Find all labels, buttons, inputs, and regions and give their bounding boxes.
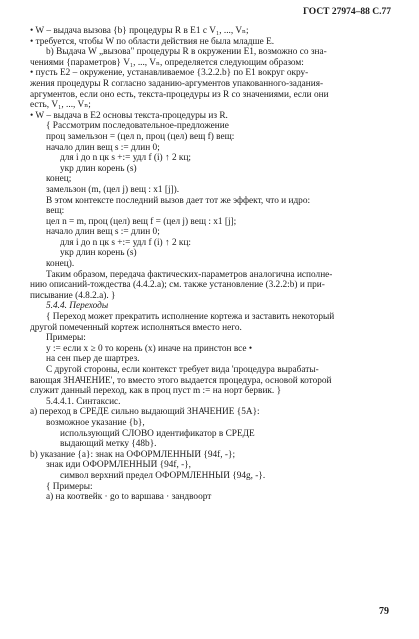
- text-line: В этом контексте последний вызов дает тот же эффект, что и идро:: [46, 195, 311, 206]
- text-line: вающая ЗНАЧЕНИЕ', то вместо этого выдается процедура, основой которой: [30, 375, 332, 386]
- text-line: на сен пьер де шартрез.: [46, 354, 140, 365]
- text-line: для i до n цк s +:= удл f (i) ↑ 2 кц;: [60, 153, 192, 164]
- text-line: { Рассмотрим последовательное-предложение: [46, 121, 229, 132]
- text-line: начало длин вещ s := длин 0;: [46, 227, 160, 238]
- text-line: конец).: [46, 259, 75, 270]
- text-line: укр длин корень (s): [60, 163, 137, 174]
- text-line: вещ:: [46, 206, 65, 217]
- text-line: есть, V₁, ..., Vₙ;: [30, 100, 91, 111]
- text-line: • требуется, чтобы W по области действия не была младше E.: [30, 36, 275, 47]
- text-line: проц замельзон = (цел n, проц (цел) вещ f) вещ:: [46, 131, 235, 142]
- text-line: использующий СЛОВО идентификатор в СРЕДЕ: [60, 428, 255, 439]
- page-header: ГОСТ 27974–88 С.77: [303, 7, 391, 17]
- text-line: • W – выдача вызова {b} процедуры R в E1 с V₁, ..., Vₙ;: [30, 26, 249, 36]
- text-line: b) указание {a}: знак на ОФОРМЛЕННЫЙ {94f, -};: [30, 449, 236, 460]
- text-line: возможное указание {b},: [46, 417, 145, 428]
- text-line: цел n = m, проц (цел) вещ f = (цел j) вещ : x1 [j];: [46, 216, 237, 227]
- text-line: • пусть E2 – окружение, устанавливаемое {3.2.2.b} по E1 вокруг окру-: [30, 68, 309, 79]
- text-line: аргументов, если оно есть, текста-процедуры из R со значениями, если они: [30, 89, 329, 100]
- text-line: укр длин корень (s): [60, 248, 137, 259]
- page-number: 79: [379, 606, 389, 617]
- text-line: С другой стороны, если контекст требует вида 'процедура вырабаты-: [46, 365, 319, 375]
- text-line: нию описаний-тождества (4.4.2.a); см. также установление (3.2.2:b) и при-: [30, 280, 325, 291]
- text-line: 5.4.4. Переходы: [46, 301, 109, 312]
- text-line: другой помеченный кортеж исполняться вместо него.: [30, 322, 242, 333]
- text-line: { Переход может прекратить исполнение кортежа и заставить некоторый: [46, 312, 335, 323]
- document-body: [30, 26, 396, 503]
- text-line: y := если x ≥ 0 то корень (x) иначе на принстон все •: [46, 343, 253, 354]
- text-line: для i до n цк s +:= удл f (i) ↑ 2 кц:: [60, 237, 192, 248]
- text-line: выдающий метку {48b}.: [60, 439, 157, 450]
- text-line: конец;: [46, 174, 72, 185]
- text-line: a) переход в СРЕДЕ сильно выдающий ЗНАЧЕНИЕ {5A}:: [30, 407, 260, 418]
- text-line: a) на коотвейк · go to варшава · зандвоорт: [46, 492, 212, 503]
- text-line: Примеры:: [46, 333, 86, 344]
- text-line: служит данный переход, как в проц пуст m := на норт бервик. }: [30, 386, 282, 397]
- text-line: чениями {параметров} V₁, ..., Vₙ, определяется следующим образом:: [30, 57, 304, 68]
- text-line: знак иди ОФОРМЛЕННЫЙ {94f, -},: [46, 460, 192, 471]
- text-line: символ верхний предел ОФОРМЛЕННЫЙ {94g, -}.: [60, 470, 266, 481]
- text-line: b) Выдача W „вызова" процедуры R в окружении E1, возможно со зна-: [46, 47, 327, 58]
- text-line: жения процедуры R согласно заданию-аргументов упакованного-задания-: [30, 78, 324, 89]
- text-line: • W – выдача в E2 основы текста-процедуры из R.: [30, 110, 228, 121]
- text-line: начало длин вещ s := длин 0;: [46, 142, 160, 153]
- text-line: писывание (4.8.2.a). }: [30, 290, 116, 301]
- text-line: { Примеры:: [46, 481, 93, 492]
- text-line: замельзон (m, (цел j) вещ : x1 [j]).: [46, 184, 180, 195]
- text-line: 5.4.4.1. Синтаксис.: [46, 396, 121, 407]
- text-line: Таким образом, передача фактических-параметров аналогична исполне-: [46, 269, 333, 280]
